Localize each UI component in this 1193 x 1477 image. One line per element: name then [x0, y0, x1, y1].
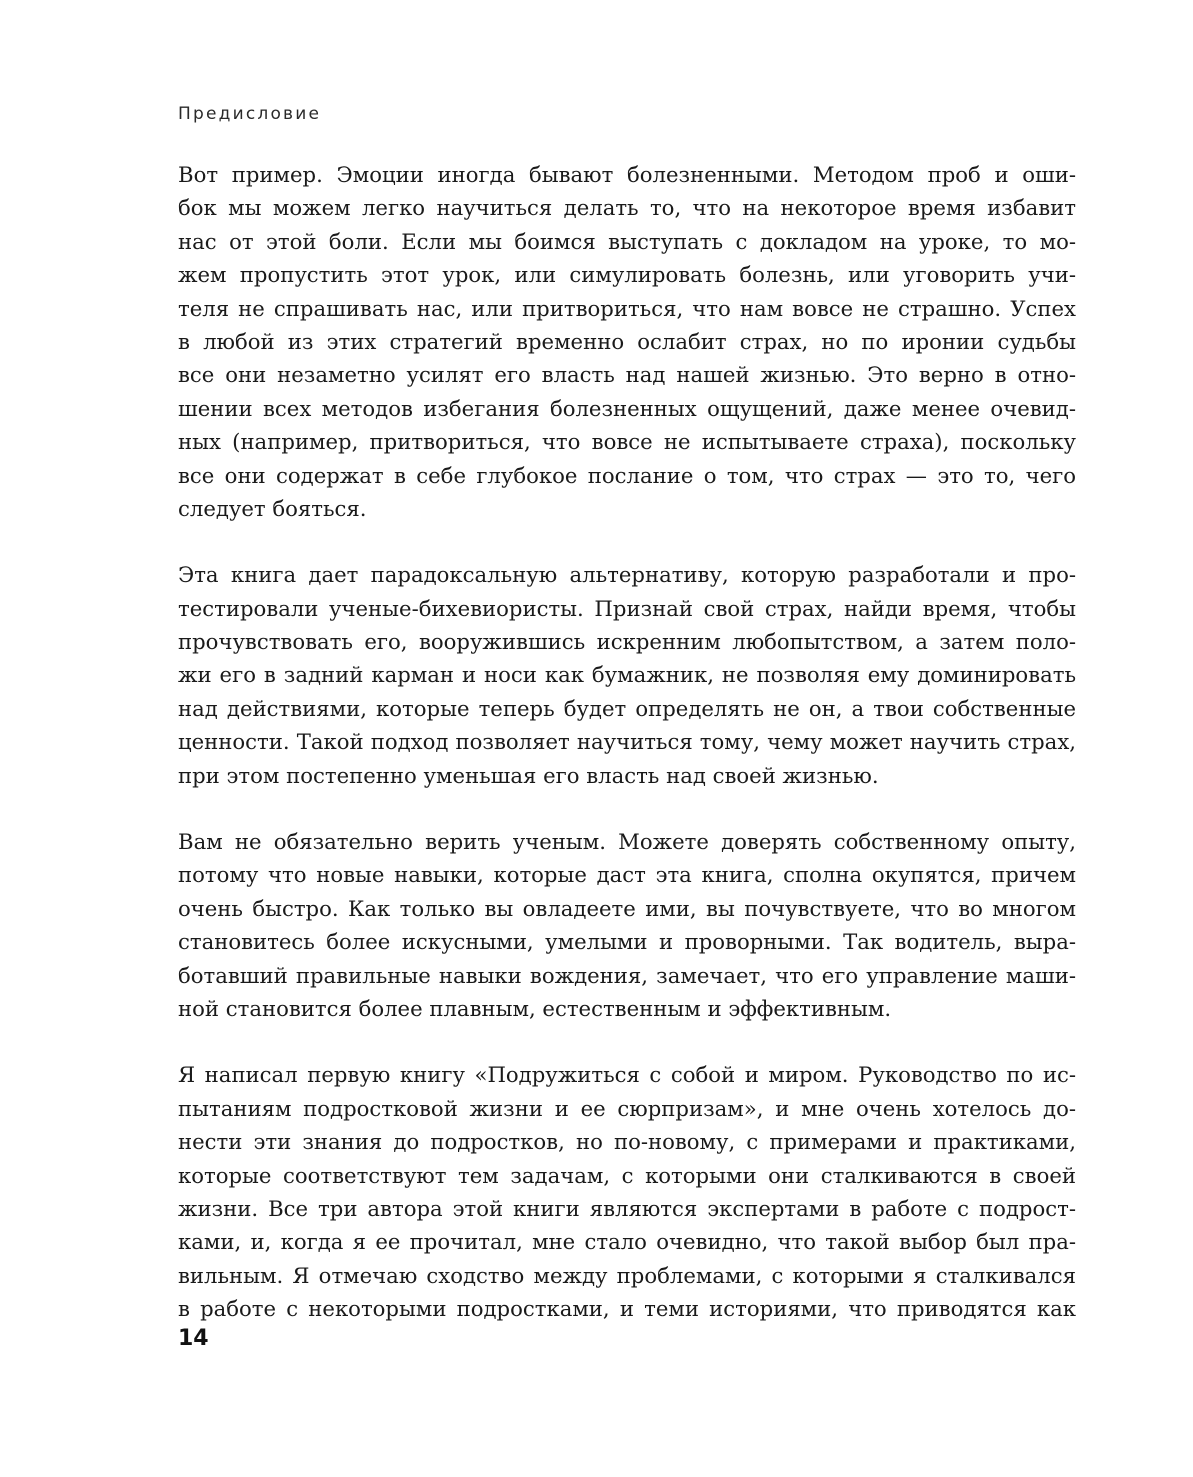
paragraph — [178, 1058, 1076, 1325]
text-line: Я написал первую книгу «Подружиться с собой и миром. Руководство по ис- — [178, 1062, 1076, 1088]
text-line: при этом постепенно уменьшая его власть над своей жизнью. — [178, 762, 879, 788]
paragraph — [178, 825, 1076, 1025]
text-line: ной становится более плавным, естественным и эффективным. — [178, 995, 892, 1021]
body-text — [178, 158, 1076, 1326]
text-line: следует бояться. — [178, 495, 367, 521]
text-line: пытаниям подростковой жизни и ее сюрпризам», и мне очень хотелось до- — [178, 1095, 1076, 1121]
page-number: 14 — [178, 1326, 209, 1351]
text-line: жи его в задний карман и носи как бумажник, не позволяя ему доминировать — [178, 662, 1076, 688]
text-line: вильным. Я отмечаю сходство между проблемами, с которыми я сталкивался — [178, 1262, 1076, 1288]
text-line: шении всех методов избегания болезненных ощущений, даже менее очевид- — [178, 395, 1076, 421]
text-line: становитесь более искусными, умелыми и проворными. Так водитель, выра- — [178, 929, 1076, 955]
text-line: жизни. Все три автора этой книги являются экспертами в работе с подрост- — [178, 1195, 1076, 1221]
text-line: бок мы можем легко научиться делать то, что на некоторое время избавит — [178, 195, 1076, 221]
text-line: тестировали ученые-бихевиористы. Признай свой страх, найди время, чтобы — [178, 595, 1076, 621]
paragraph — [178, 158, 1076, 525]
paragraph — [178, 558, 1076, 792]
text-line: нас от этой боли. Если мы боимся выступать с докладом на уроке, то мо- — [178, 228, 1076, 254]
text-line: которые соответствуют тем задачам, с которыми они сталкиваются в своей — [178, 1162, 1076, 1188]
text-line: Вам не обязательно верить ученым. Можете доверять собственному опыту, — [178, 829, 1076, 855]
text-line: очень быстро. Как только вы овладеете ими, вы почувствуете, что во многом — [178, 895, 1076, 921]
text-line: ботавший правильные навыки вождения, замечает, что его управление маши- — [178, 962, 1076, 988]
text-line: прочувствовать его, вооружившись искренним любопытством, а затем поло- — [178, 629, 1076, 655]
text-line: Эта книга дает парадоксальную альтернативу, которую разработали и про- — [178, 562, 1076, 588]
running-head: Предисловие — [178, 104, 322, 124]
text-line: ками, и, когда я ее прочитал, мне стало очевидно, что такой выбор был пра- — [178, 1229, 1076, 1255]
text-line: потому что новые навыки, которые даст эта книга, сполна окупятся, причем — [178, 862, 1076, 888]
text-line: над действиями, которые теперь будет определять не он, а твои собственные — [178, 695, 1076, 721]
text-line: в работе с некоторыми подростками, и теми историями, что приводятся как — [178, 1296, 1076, 1322]
text-line: Вот пример. Эмоции иногда бывают болезненными. Методом проб и оши- — [178, 162, 1076, 187]
text-line: все они незаметно усилят его власть над нашей жизнью. Это верно в отно- — [178, 362, 1076, 388]
text-line: ных (например, притвориться, что вовсе не испытываете страха), поскольку — [178, 429, 1076, 455]
text-line: жем пропустить этот урок, или симулировать болезнь, или уговорить учи- — [178, 262, 1076, 288]
text-line: все они содержат в себе глубокое послание о том, что страх — это то, чего — [178, 462, 1076, 488]
text-line: ценности. Такой подход позволяет научиться тому, чему может научить страх, — [178, 729, 1076, 755]
text-line: в любой из этих стратегий временно ослабит страх, но по иронии судьбы — [178, 328, 1076, 354]
text-line: нести эти знания до подростков, но по-новому, с примерами и практиками, — [178, 1129, 1076, 1155]
text-line: теля не спрашивать нас, или притвориться, что нам вовсе не страшно. Успех — [178, 295, 1076, 321]
